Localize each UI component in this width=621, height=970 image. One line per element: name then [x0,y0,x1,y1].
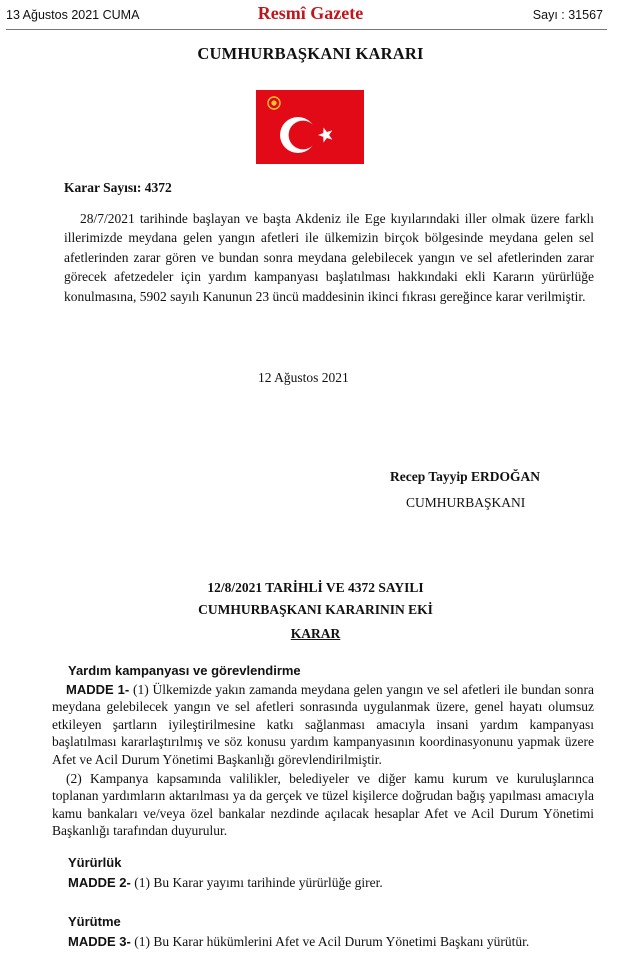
issue-date: 13 Ağustos 2021 CUMA [6,8,140,22]
section-heading-execution: Yürütme [68,914,121,929]
section-heading-enforcement: Yürürlük [68,855,122,870]
section-heading-campaign: Yardım kampanyası ve görevlendirme [68,663,301,678]
article-3 [68,933,598,950]
annex-heading-line2: CUMHURBAŞKANI KARARININ EKİ [198,602,433,617]
article-1-label: MADDE 1- [66,682,130,697]
article-1-text: (1) Ülkemizde yakın zamanda meydana gelen yangın ve sel afetleri ile bundan sonra meydana gelebilecek yangın ve sel afetleri sonrasında uygulanmak üzere, genel hayatı olumsuz etkileyen şartların iyileştirilmesine katkı sağlanması amacıyla insani yardım kampanyası başlatılması kararlaştırılmış ve söz konusu yardım kampanyasının koordinasyonunu yapmak üzere Afet ve Acil Durum Yönetimi Başkanlığı görevlendirilmiştir. [52,682,594,767]
annex-heading-line3: KARAR [290,626,341,641]
article-1-p2-text: (2) Kampanya kapsamında valilikler, belediyeler ve diğer kamu kurum ve kuruluşlarınca toplanan yardımların aktarılması ya da gerçek ve tüzel kişilerce doğrudan bağış yapılması amacıyla kamu bankaları ve/veya özel bankalar nezdinde açılacak hesaplar Afet ve Acil Durum Yönetimi Başkanlığı tarafından duyurulur. [52,771,594,839]
article-1-paragraph-2 [52,770,594,840]
turkish-flag-icon [256,90,364,164]
preamble-text: 28/7/2021 tarihinde başlayan ve başta Akdeniz ile Ege kıyılarındaki iller olmak üzere farklı illerimizde meydana gelen yangın afetleri ile ülkemizin birçok bölgesinde meydana gelen sel afetlerinden zarar gören ve bundan sonra meydana gelebilecek yangın ve sel afetlerinden zarar görecek afetzedeler için yardım kampanyası başlatılması hakkındaki ekli Kararın yürürlüğe konulmasına, 5902 sayılı Kanunun 23 üncü maddesinin ikinci fıkrası gereğince karar verilmiştir. [64,211,594,304]
article-2-text: (1) Bu Karar yayımı tarihinde yürürlüğe girer. [134,875,383,890]
gazette-header [0,0,621,30]
decision-date: 12 Ağustos 2021 [258,370,349,385]
signatory-name: Recep Tayyip ERDOĞAN [390,469,541,484]
decision-number: Karar Sayısı: 4372 [64,180,172,195]
gazette-brand: Resmî Gazete [257,3,364,23]
article-2 [68,874,598,891]
article-2-label: MADDE 2- [68,875,131,890]
preamble-paragraph [64,209,594,306]
article-3-text: (1) Bu Karar hükümlerini Afet ve Acil Durum Yönetimi Başkanı yürütür. [134,934,530,949]
issue-number: Sayı : 31567 [532,8,603,22]
header-divider [6,29,607,30]
signatory-title: CUMHURBAŞKANI [406,495,526,510]
article-1 [52,681,594,768]
annex-heading-line1: 12/8/2021 TARİHLİ VE 4372 SAYILI [207,580,424,595]
article-3-label: MADDE 3- [68,934,131,949]
page-title: CUMHURBAŞKANI KARARI [197,44,424,63]
